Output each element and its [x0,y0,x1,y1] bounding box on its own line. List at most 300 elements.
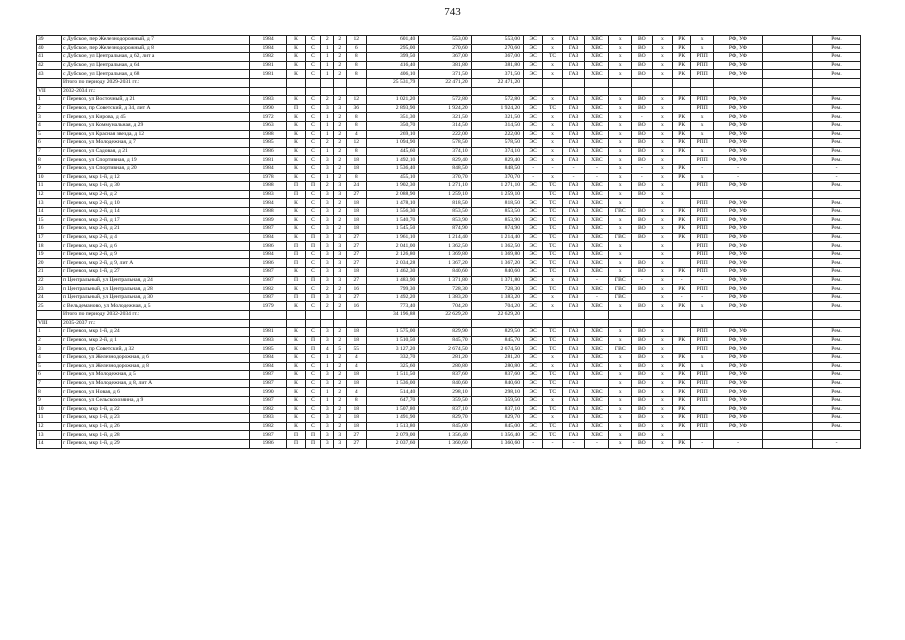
table-cell: ХВС [585,388,609,397]
table-cell: К [287,147,305,156]
table-cell: ХВС [585,96,609,105]
table-cell: 853,90 [419,216,471,225]
table-cell: х [652,199,672,208]
table-cell: 8 [346,396,366,405]
table-cell [813,319,861,328]
table-cell: х [609,139,632,148]
table-cell: - [562,439,585,448]
table-cell: 18 [346,414,366,423]
table-row [37,242,861,251]
table-cell: х [691,353,714,362]
table-cell: х [543,96,562,105]
table-cell [652,319,672,328]
table-cell: 2 [321,182,334,191]
table-cell: ХВС [585,130,609,139]
table-cell: 21 [37,268,62,277]
table-cell: 370,70 [471,173,523,182]
table-cell: ГАЗ [562,414,585,423]
table-cell [543,311,562,320]
table-row [37,121,861,130]
table-cell [609,311,632,320]
table-cell: П [287,190,305,199]
table-cell [714,319,763,328]
table-cell: 298,10 [471,388,523,397]
table-cell [762,302,812,311]
table-cell: К [287,328,305,337]
table-cell: х [609,121,632,130]
table-cell: ГАЗ [562,216,585,225]
table-cell: 3 [334,293,347,302]
table-cell: 840,60 [419,268,471,277]
table-cell [632,87,652,96]
table-cell [762,225,812,234]
table-cell: 18 [346,405,366,414]
table-cell: П [287,431,305,440]
table-cell: К [287,405,305,414]
table-cell [762,164,812,173]
table-cell: - [585,164,609,173]
table-cell: х [652,268,672,277]
table-cell: х [543,130,562,139]
table-cell: 3 [321,104,334,113]
table-cell: 2 037,60 [367,439,419,448]
table-cell: х [652,182,672,191]
total-row [37,311,861,320]
table-cell: ГАЗ [562,242,585,251]
table-cell: х [609,173,632,182]
table-cell: ЭС [524,182,543,191]
table-cell: 1 367,20 [419,259,471,268]
table-cell: Рем. [813,61,861,70]
table-cell: ТС [543,53,562,62]
table-cell: х [691,147,714,156]
table-cell: х [609,147,632,156]
table-cell: 1984 [249,44,287,53]
table-cell: 1 367,20 [471,259,523,268]
address-cell: г Перевоз, ул Сельскохозяина, д 9 [62,396,250,405]
table-row [37,225,861,234]
table-cell: 1 383,20 [471,293,523,302]
table-cell: РФ, УФ [714,336,763,345]
table-cell: ВО [632,139,652,148]
address-cell: с Дубское, ул Центральная, д 62, лит а [62,53,250,62]
table-cell: С [305,302,321,311]
table-cell: 222,00 [419,130,471,139]
table-cell: РК [673,225,691,234]
table-cell: Рем. [813,302,861,311]
table-cell: 3 [321,216,334,225]
table-cell: х [609,164,632,173]
table-cell: х [609,36,632,45]
table-cell: РФ, УФ [714,345,763,354]
table-cell: х [652,285,672,294]
table-cell: ХВС [585,225,609,234]
table-cell: 18 [346,268,366,277]
table-cell: РК [673,121,691,130]
table-cell: 1 513,80 [367,422,419,431]
table-cell: 3 [321,207,334,216]
table-cell: 3 [321,268,334,277]
table-cell: РПП [691,396,714,405]
table-cell: Рем. [813,293,861,302]
table-cell: 3 [334,439,347,448]
table-cell [585,319,609,328]
table-cell: х [652,259,672,268]
table-cell: 840,60 [471,268,523,277]
table-cell [691,319,714,328]
address-cell: г Перевоз, ул Спортивная, д 20 [62,164,250,173]
address-cell: г Перевоз, мкр 2-й, д 1 [62,336,250,345]
table-cell: РФ, УФ [714,44,763,53]
table-cell: ГАЗ [562,422,585,431]
table-cell: 2 [334,396,347,405]
table-cell: ВО [632,61,652,70]
table-cell: 1 483,90 [367,276,419,285]
table-cell: ЭС [524,285,543,294]
table-cell: С [305,268,321,277]
table-cell: 845,00 [419,422,471,431]
table-cell: 22 [37,276,62,285]
table-cell: К [287,388,305,397]
table-cell: 270,60 [419,44,471,53]
table-cell: ВО [632,96,652,105]
table-cell: 1 214,40 [471,233,523,242]
table-cell: ЭС [524,259,543,268]
table-cell: 829,90 [419,328,471,337]
table-cell [762,388,812,397]
table-cell: 1 [321,388,334,397]
table-cell [305,311,321,320]
table-cell: К [287,336,305,345]
table-cell: К [287,362,305,371]
table-cell: К [287,173,305,182]
table-cell: РК [673,139,691,148]
table-cell: ЭС [524,113,543,122]
table-cell: 1 [321,147,334,156]
table-cell: х [691,130,714,139]
housing-register-table [36,35,861,449]
table-cell: С [305,216,321,225]
table-cell: С [305,405,321,414]
table-cell: ВО [632,362,652,371]
table-cell [287,78,305,87]
table-cell: С [305,44,321,53]
table-cell: х [652,96,672,105]
table-cell: 1988 [249,207,287,216]
table-cell: х [652,207,672,216]
table-cell: ВО [632,439,652,448]
table-cell: 2 674,50 [419,345,471,354]
table-cell: К [287,70,305,79]
address-cell: г Перевоз, ул Красная звезда, д 12 [62,130,250,139]
table-cell: ТС [543,345,562,354]
table-cell: 2 [334,36,347,45]
table-cell: - [585,439,609,448]
table-cell: К [287,345,305,354]
table-cell: К [287,371,305,380]
table-cell: 2 [334,216,347,225]
table-cell: 11 [37,182,62,191]
table-cell: ВО [632,233,652,242]
table-cell: 270,60 [471,44,523,53]
table-cell: 2 [334,414,347,423]
table-cell: 27 [346,293,366,302]
table-cell: 3 [334,242,347,251]
table-cell: РФ, УФ [714,61,763,70]
table-cell: РФ, УФ [714,371,763,380]
table-cell [762,259,812,268]
table-cell: 4 [321,345,334,354]
table-row [37,44,861,53]
table-cell: 2 [334,285,347,294]
address-cell: г Перевоз, мкр 2-й, д 9 [62,250,250,259]
table-cell [673,431,691,440]
table-cell: 332,70 [367,353,419,362]
table-cell: К [287,353,305,362]
table-cell [762,113,812,122]
table-cell: х [609,70,632,79]
table-cell: х [652,302,672,311]
table-cell: РК [673,147,691,156]
table-cell: х [652,139,672,148]
table-cell: 837,60 [471,371,523,380]
table-cell [673,345,691,354]
table-cell [691,78,714,87]
table-cell: ТС [543,371,562,380]
table-cell: 359,50 [471,396,523,405]
table-cell [585,379,609,388]
table-cell: 359,50 [419,396,471,405]
table-cell: х [609,130,632,139]
table-cell: С [305,225,321,234]
table-cell: Рем. [813,113,861,122]
table-cell: х [609,259,632,268]
table-cell: 2 [334,173,347,182]
table-cell: 874,90 [471,225,523,234]
table-cell: 3 [321,431,334,440]
table-cell: 829,70 [471,414,523,423]
table-cell [813,431,861,440]
table-cell: ЭС [524,53,543,62]
table-cell: 1 [321,121,334,130]
table-cell: 3 127,20 [367,345,419,354]
table-cell: ГАЗ [562,379,585,388]
table-cell: С [305,36,321,45]
table-cell: Рем. [813,104,861,113]
address-cell: г Перевоз, мкр 1-й, д 22 [62,405,250,414]
table-cell: ВО [632,70,652,79]
table-cell: ГАЗ [562,61,585,70]
table-cell [762,405,812,414]
table-cell: 2 [334,371,347,380]
address-cell: г Перевоз, мкр 2-й, д 21 [62,225,250,234]
table-cell [762,439,812,448]
table-cell: 3 [321,336,334,345]
table-row [37,405,861,414]
table-cell: 3 [334,182,347,191]
table-cell: 2 [334,225,347,234]
table-cell: РК [673,336,691,345]
table-cell: С [305,422,321,431]
table-cell: РК [673,216,691,225]
table-cell: Рем. [813,268,861,277]
table-cell: К [287,285,305,294]
table-cell: 1986 [249,242,287,251]
table-cell: 1 271,10 [471,182,523,191]
table-cell: 1990 [249,388,287,397]
table-cell: х [652,362,672,371]
table-cell: 350,70 [367,121,419,130]
table-cell: х [609,431,632,440]
table-cell: РПП [691,422,714,431]
address-cell: г Перевоз, пр Советский, д 32 [62,345,250,354]
table-row [37,199,861,208]
table-cell: 1 [321,70,334,79]
table-cell [714,78,763,87]
table-cell: 2 [321,96,334,105]
table-cell: РФ, УФ [714,328,763,337]
table-cell: 1983 [249,336,287,345]
table-cell: К [287,233,305,242]
table-cell [762,87,812,96]
table-cell: ХВС [585,207,609,216]
table-cell: РК [673,414,691,423]
table-cell: 1963 [249,121,287,130]
table-cell: 3 [334,268,347,277]
table-cell: РПП [691,199,714,208]
table-cell: 799,30 [367,285,419,294]
table-cell [762,139,812,148]
table-cell: 314,50 [419,121,471,130]
table-cell: 281,20 [471,353,523,362]
table-cell [367,319,419,328]
table-cell: К [287,379,305,388]
table-cell: Рем. [813,362,861,371]
table-cell [632,311,652,320]
table-cell: РПП [691,250,714,259]
table-cell: 1981 [249,70,287,79]
table-cell: С [305,190,321,199]
table-cell: 4 [346,353,366,362]
table-cell: 6 [37,139,62,148]
table-cell: 1989 [249,216,287,225]
table-cell: х [543,121,562,130]
table-cell: РК [673,396,691,405]
table-cell: 572,80 [471,96,523,105]
table-cell: ХВС [585,285,609,294]
table-cell: 18 [346,156,366,165]
table-cell: Рем. [813,276,861,285]
section-row [37,319,861,328]
table-cell: П [287,182,305,191]
table-cell: Рем. [813,259,861,268]
table-cell: 829,50 [471,328,523,337]
table-row [37,190,861,199]
table-cell: х [652,250,672,259]
address-cell: с Дубское, ул Центральная, д 64 [62,61,250,70]
table-cell: х [652,345,672,354]
table-cell: РК [673,439,691,448]
table-cell: РФ, УФ [714,207,763,216]
table-row [37,414,861,423]
table-cell: ВО [632,414,652,423]
table-cell: 3 [321,156,334,165]
table-cell: РФ, УФ [714,104,763,113]
table-cell [762,207,812,216]
table-cell: ГАЗ [562,233,585,242]
table-cell: РПП [691,233,714,242]
table-cell: 12 [346,139,366,148]
table-cell: 1 507,80 [367,405,419,414]
table-cell: х [652,147,672,156]
table-cell [632,199,652,208]
table-cell: х [652,379,672,388]
table-cell: 1 510,50 [367,336,419,345]
table-cell: П [305,276,321,285]
table-cell [691,431,714,440]
table-cell [524,190,543,199]
table-cell: 514,40 [367,388,419,397]
table-cell: 837,60 [419,371,471,380]
table-cell: х [609,268,632,277]
table-cell: 27 [346,431,366,440]
table-cell [673,104,691,113]
table-cell [762,431,812,440]
table-cell [762,345,812,354]
table-row [37,293,861,302]
table-cell: Рем. [813,242,861,251]
table-cell: х [543,353,562,362]
table-cell: РФ, УФ [714,199,763,208]
table-cell: 1 [321,353,334,362]
table-cell: ЭС [524,225,543,234]
table-cell [37,311,62,320]
table-cell: ГАЗ [562,36,585,45]
table-cell: ГАЗ [562,276,585,285]
table-cell: ВО [632,182,652,191]
table-row [37,353,861,362]
table-cell: ХВС [585,182,609,191]
table-cell: ГВС [609,285,632,294]
address-cell: п Центральный, ул Центральная, д 24 [62,276,250,285]
table-cell: С [305,207,321,216]
table-cell: РФ, УФ [714,225,763,234]
table-cell [813,190,861,199]
address-cell: г Перевоз, мкр 1-й, д 27 [62,268,250,277]
table-cell: х [652,225,672,234]
table-cell: х [609,199,632,208]
table-cell [673,190,691,199]
table-cell [762,44,812,53]
table-cell: 16 [346,302,366,311]
table-cell [543,319,562,328]
address-cell: с Дубское, пер Железнодорожный, д 7 [62,36,250,45]
table-cell: 853,50 [419,207,471,216]
table-cell [249,319,287,328]
address-cell: г Перевоз, ул Молодежная, д 7 [62,139,250,148]
table-cell: РФ, УФ [714,285,763,294]
table-cell [762,104,812,113]
table-cell: 5 [37,362,62,371]
table-cell: х [543,44,562,53]
table-cell: - [691,164,714,173]
table-cell: 2 088,90 [367,190,419,199]
table-cell: 1984 [249,164,287,173]
table-cell [762,61,812,70]
table-cell: 3 [321,379,334,388]
table-cell: Рем. [813,422,861,431]
table-cell: РФ, УФ [714,96,763,105]
